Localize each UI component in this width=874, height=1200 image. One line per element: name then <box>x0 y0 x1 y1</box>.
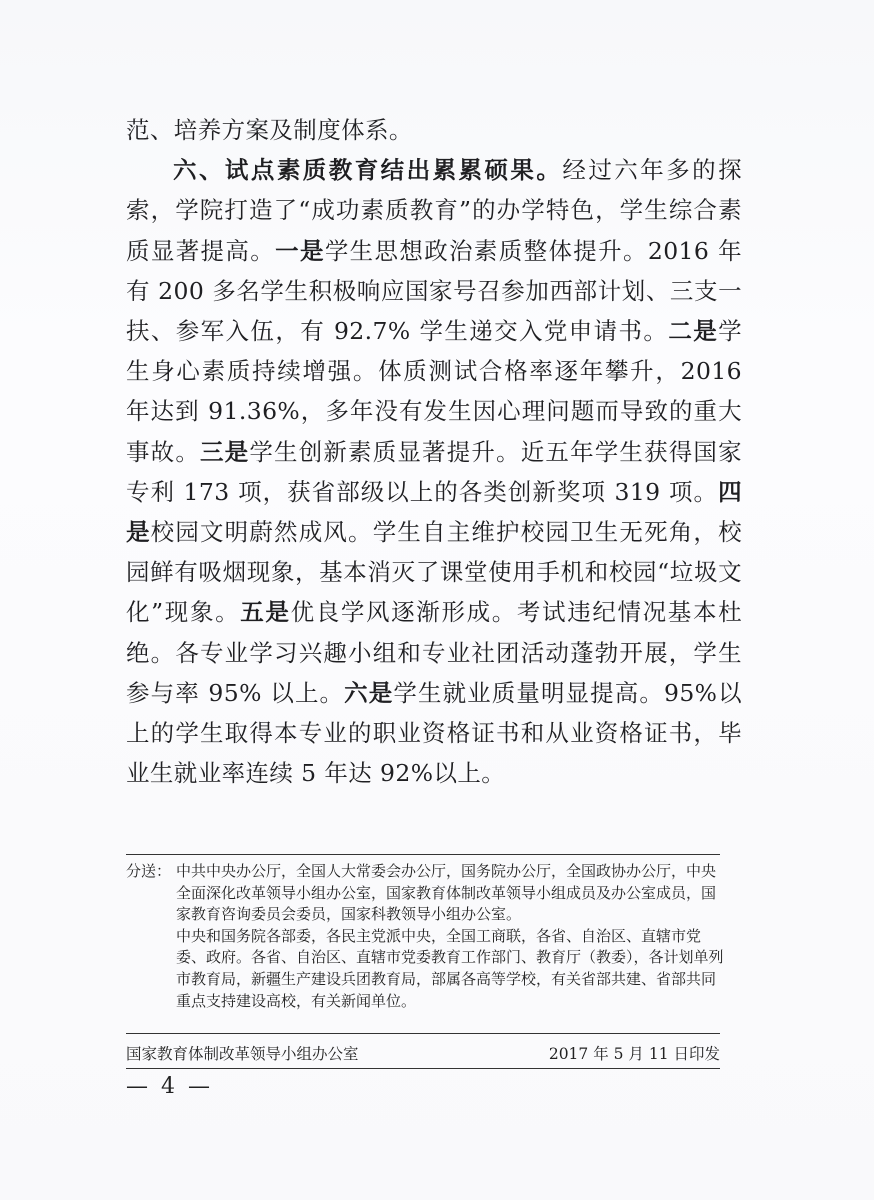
point-6-label: 六是 <box>344 678 394 707</box>
point-3-title: 学生创新素质显著提升。 <box>249 437 521 466</box>
point-6-text: 95%以上的学生取得本专业的职业资格证书和从业资格证书，毕业生就业率连续 5 年达 92%以上。 <box>126 678 742 788</box>
point-1-text: 2016 年有 200 多名学生积极响应国家号召参加西部计划、三支一扶、参军入伍，有 92.7% 学生递交入党申请书。 <box>126 236 742 346</box>
issuer-bottom-rule <box>126 1068 720 1069</box>
distribution-list <box>126 861 726 1012</box>
distribution-label: 分送： <box>126 862 172 880</box>
point-3-text: 近五年学生获得国家专利 173 项，获省部级以上的各类创新奖项 319 项。 <box>126 437 742 506</box>
point-1-label: 一是 <box>275 236 325 265</box>
point-4-text: 学生自主维护校园卫生无死角，校园鲜有吸烟现象，基本消灭了课堂使用手机和校园“垃圾文化”现象。 <box>126 518 742 627</box>
point-4-title: 校园文明蔚然成风。 <box>150 518 373 547</box>
point-1-title: 学生思想政治素质整体提升。 <box>324 236 648 265</box>
body-line-continuation: 范、培养方案及制度体系。 <box>126 116 413 144</box>
point-5-label: 五是 <box>240 598 291 627</box>
point-6-title: 学生就业质量明显提高。 <box>393 678 664 707</box>
issuer-top-rule <box>126 1033 720 1034</box>
point-2-title: 学生身心素质持续增强。 <box>126 317 742 386</box>
point-4-label: 四是 <box>126 477 742 547</box>
section-heading: 六、试点素质教育结出累累硕果。 <box>173 156 563 185</box>
page-number: — 4 — <box>126 1074 213 1099</box>
point-3-label: 三是 <box>200 437 250 466</box>
point-2-label: 二是 <box>668 317 719 346</box>
distribution-top-rule <box>126 854 720 855</box>
point-5-title: 优良学风逐渐形成。 <box>290 598 517 627</box>
body-text <box>126 110 742 793</box>
section-intro: 经过六年多的探索，学院打造了“成功素质教育”的办学特色，学生综合素质显著提高。 <box>126 156 742 265</box>
issuer-line <box>126 1042 720 1064</box>
issue-date: 2017 年 5 月 11 日印发 <box>548 1045 720 1063</box>
point-5-text: 考试违纪情况基本杜绝。各专业学习兴趣小组和专业社团活动蓬勃开展，学生参与率 95% 以上。 <box>126 598 742 707</box>
distribution-group-1: 中共中央办公厅，全国人大常委会办公厅，国务院办公厅，全国政协办公厅，中央全面深化改革领导小组办公室，国家教育体制改革领导小组成员及办公室成员，国家教育咨询委员会委员，国家科教领导小组办公室。 <box>176 862 717 924</box>
distribution-group-2: 中央和国务院各部委，各民主党派中央，全国工商联，各省、自治区、直辖市党委、政府。各省、自治区、直辖市党委教育工作部门、教育厅（教委），各计划单列市教育局，新疆生产建设兵团教育局，部属各高等学校，有关省部共建、省部共同重点支持建设高校，有关新闻单位。 <box>176 926 724 1010</box>
section-six-paragraph <box>126 150 742 793</box>
issuer-name: 国家教育体制改革领导小组办公室 <box>126 1045 359 1063</box>
point-2-text: 体质测试合格率逐年攀升，2016 年达到 91.36%，多年没有发生因心理问题而导致的重大事故。 <box>126 357 742 466</box>
